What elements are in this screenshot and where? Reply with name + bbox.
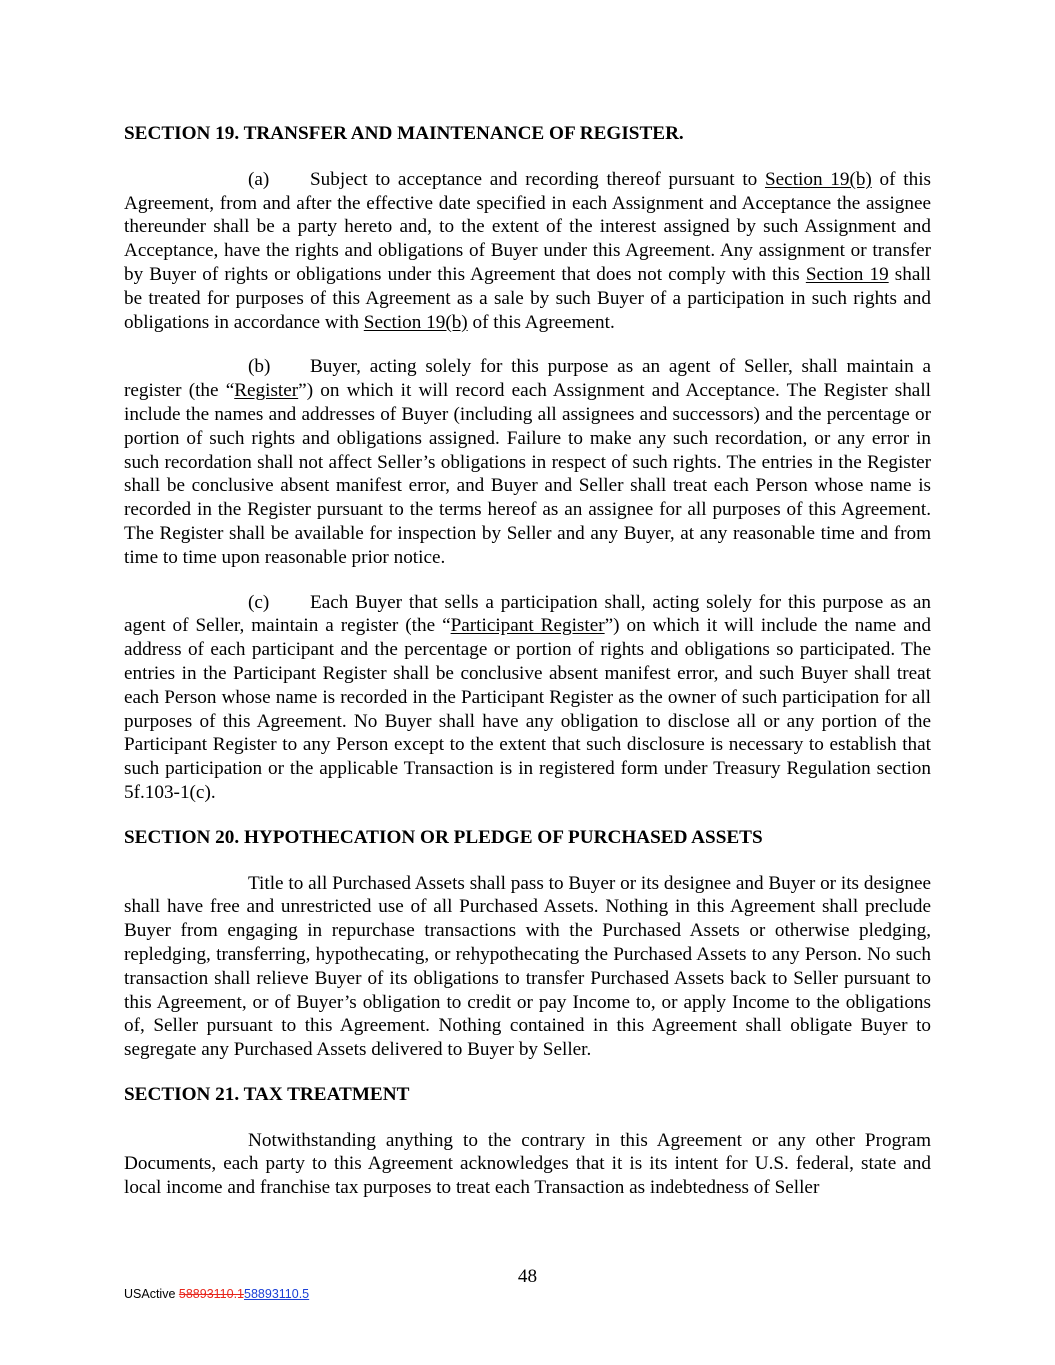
document-id-footer	[124, 1287, 309, 1301]
section-19b-reference: Section 19(b)	[764, 168, 872, 190]
section-21-paragraph: Notwithstanding anything to the contrary in this Agreement or any other Program Documents, each party to this Agreement acknowledges that it is its intent for U.S. federal, state and local income and franchise tax purposes to treat each Transaction as indebtedness of Seller	[124, 1129, 931, 1199]
document-page	[124, 122, 931, 1221]
section-19-paragraph-c: (c) Each Buyer that sells a participation shall, acting solely for this purpose as an agent of Seller, maintain a register (the “Participant Register”) on which it will include the name and address of each participant and the percentage or portion of rights and obligations so participated. The entries in the Participant Register shall be conclusive absent manifest error, and such Buyer shall treat each Person whose name is recorded in the Participant Register as the owner of such participation for all purposes of this Agreement. No Buyer shall have any obligation to disclose all or any portion of the Participant Register to any Person except to the extent that such disclosure is necessary to establish that such participation or the applicable Transaction is in registered form under Treasury Regulation section 5f.103-1(c).	[124, 591, 931, 803]
paragraph-b-label: (b)	[248, 356, 271, 378]
page-number: 48	[517, 1266, 538, 1287]
paragraph-a-label: (a)	[248, 168, 270, 190]
paragraph-c-label: (c)	[248, 591, 270, 613]
deleted-document-id: 58893110.1	[178, 1287, 245, 1301]
participant-register-defined-term: Participant Register	[450, 615, 605, 637]
section-20-paragraph: Title to all Purchased Assets shall pass to Buyer or its designee and Buyer or its designee shall have free and unrestricted use of all Purchased Assets. Nothing in this Agreement shall preclude Buyer from engaging in repurchase transactions with the Purchased Assets or otherwise pledging, repledging, transferring, hypothecating, or rehypothecating the Purchased Assets to any Person. No such transaction shall relieve Buyer of its obligations to transfer Purchased Assets back to Seller pursuant to this Agreement, or of Buyer’s obligation to credit or pay Income to, or apply Income to the obligations of, Seller pursuant to this Agreement. Nothing contained in this Agreement shall obligate Buyer to segregate any Purchased Assets delivered to Buyer by Seller.	[124, 872, 931, 1061]
footer-prefix: USActive	[124, 1287, 179, 1301]
register-defined-term: Register	[234, 380, 299, 402]
section-19-paragraph-b: (b) Buyer, acting solely for this purpose as an agent of Seller, shall maintain a register (the “Register”) on which it will record each Assignment and Acceptance. The Register shall include the names and addresses of Buyer (including all assignees and successors) and the percentage or portion of such rights and obligations assigned. Failure to make any such recordation, or any error in such recordation shall not affect Seller’s obligations in respect of such rights. The entries in the Register shall be conclusive absent manifest error, and Buyer and Seller shall treat each Person whose name is recorded in the Register pursuant to the terms hereof as an assignee for all purposes of this Agreement. The Register shall be available for inspection by Seller and any Buyer, at any reasonable time and from time to time upon reasonable prior notice.	[124, 356, 931, 568]
inserted-document-id: 58893110.5	[244, 1287, 310, 1301]
section-19-heading: SECTION 19. TRANSFER AND MAINTENANCE OF REGISTER.	[124, 123, 684, 144]
section-19-paragraph-a: (a) Subject to acceptance and recording thereof pursuant to Section 19(b) of this Agreement, from and after the effective date specified in each Assignment and Acceptance the assignee thereunder shall be a party hereto and, to the extent of the interest assigned by such Assignment and Acceptance, have the rights and obligations of Buyer under this Agreement. Any assignment or transfer by Buyer of rights or obligations under this Agreement that does not comply with this Section 19 shall be treated for purposes of this Agreement as a sale by such Buyer of a participation in such rights and obligations in accordance with Section 19(b) of this Agreement.	[124, 168, 932, 333]
section-21-heading: SECTION 21. TAX TREATMENT	[124, 1083, 410, 1105]
section-20-heading: SECTION 20. HYPOTHECATION OR PLEDGE OF PURCHASED ASSETS	[124, 826, 763, 848]
section-19b-reference: Section 19(b)	[363, 311, 468, 333]
section-19-reference: Section 19	[805, 263, 889, 285]
